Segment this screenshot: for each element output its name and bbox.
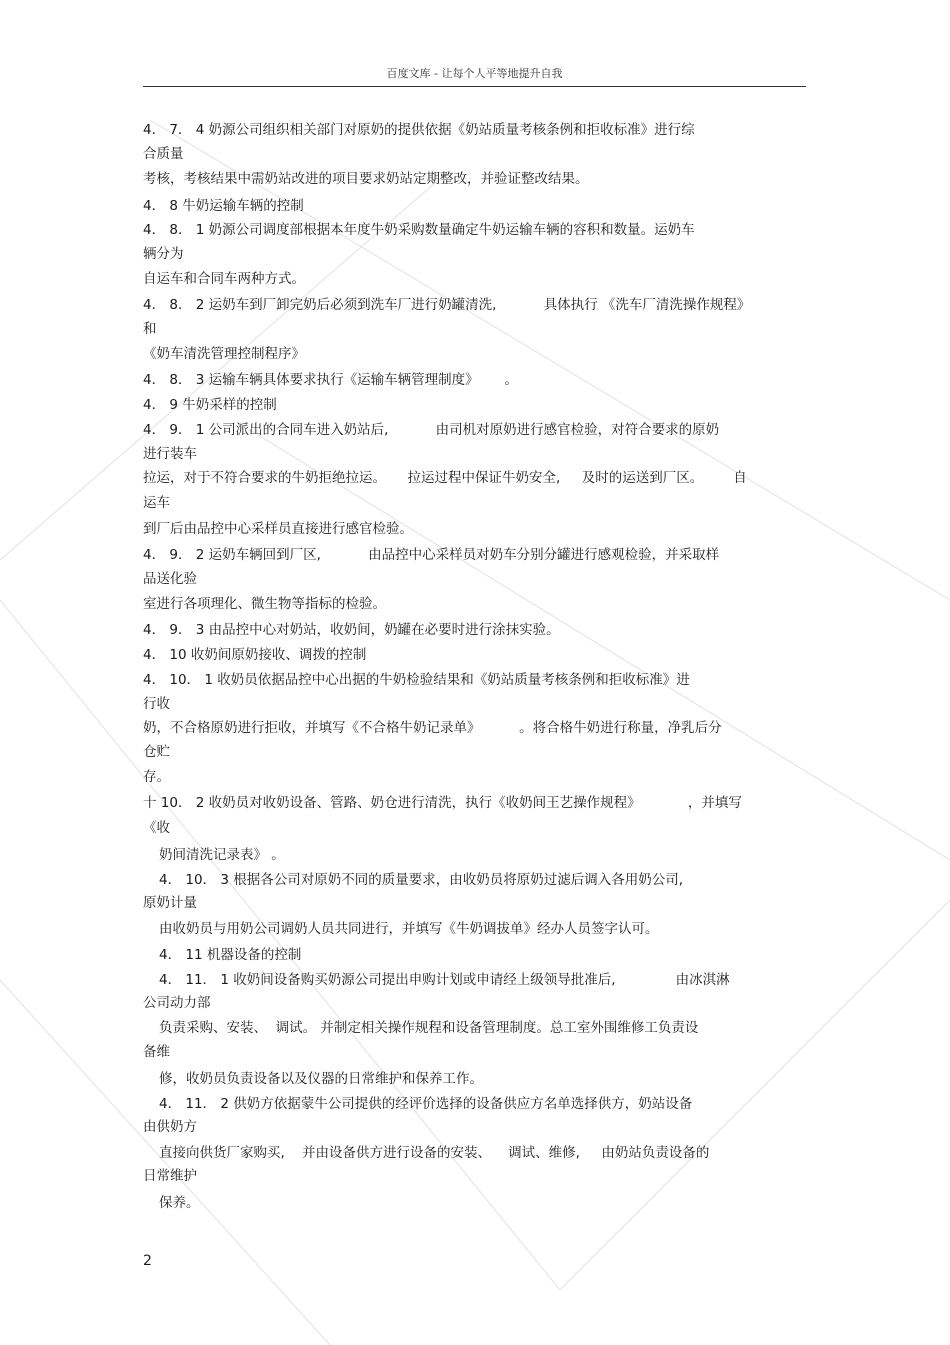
text-line: 4． 8 牛奶运输车辆的控制: [143, 198, 304, 214]
text-line: 4． 8． 2 运奶车到厂卸完奶后必须到洗车厂进行奶罐清洗, 具体执行 《洗车厂清洗操作规程》: [143, 297, 751, 313]
text-line: 《收: [143, 820, 170, 836]
text-line: 辆分为: [143, 246, 184, 262]
text-line: 行收: [143, 696, 170, 712]
page-header: [143, 66, 806, 87]
text-line: 运车: [143, 495, 170, 511]
text-line: 仓贮: [143, 744, 170, 760]
text-line: 负责采购、安装、 调试。 并制定相关操作规程和设备管理制度。总工室外围维修工负责设: [159, 1020, 699, 1036]
text-line: 4． 8． 1 奶源公司调度部根据本年度牛奶采购数量确定牛奶运输车辆的容积和数量。运奶车: [143, 222, 695, 238]
text-line: 修，收奶员负责设备以及仪器的日常维护和保养工作。: [159, 1071, 483, 1087]
text-line: 4． 9． 2 运奶车辆回到厂区, 由品控中心采样员对奶车分别分罐进行感观检验，并采取样: [143, 547, 720, 563]
text-line: 日常维护: [143, 1168, 197, 1184]
text-line: 奶，不合格原奶进行拒收，并填写《不合格牛奶记录单》 。将合格牛奶进行称量，净乳后分: [143, 720, 722, 736]
text-line: 备维: [143, 1044, 170, 1060]
text-line: 4． 8． 3 运输车辆具体要求执行《运输车辆管理制度》 。: [143, 372, 518, 388]
text-line: 存。: [143, 769, 170, 785]
text-line: 考核，考核结果中需奶站改进的项目要求奶站定期整改，并验证整改结果。: [143, 171, 589, 187]
text-line: 合质量: [143, 146, 184, 162]
text-line: 奶间清洗记录表》 。: [159, 847, 285, 863]
text-line: 室进行各项理化、微生物等指标的检验。: [143, 596, 386, 612]
text-line: 到厂后由品控中心采样员直接进行感官检验。: [143, 521, 413, 537]
text-line: 《奶车清洗管理控制程序》: [143, 346, 305, 362]
page-number: 2: [143, 1253, 152, 1269]
text-line: 和: [143, 321, 157, 337]
text-line: 保养。: [159, 1195, 200, 1211]
text-line: 公司动力部: [143, 995, 211, 1011]
text-line: 4． 9． 3 由品控中心对奶站，收奶间，奶罐在必要时进行涂抹实验。: [143, 622, 560, 638]
header-text: 百度文库 - 让每个人平等地提升自我: [386, 67, 563, 80]
text-line: 4． 11 机器设备的控制: [159, 947, 302, 963]
text-line: 拉运，对于不符合要求的牛奶拒绝拉运。 拉运过程中保证牛奶安全, 及时的运送到厂区。 自: [143, 470, 747, 486]
text-line: 品送化验: [143, 571, 197, 587]
text-line: 原奶计量: [143, 895, 197, 911]
text-line: 4． 10． 3 根据各公司对原奶不同的质量要求，由收奶员将原奶过滤后调入各用奶公司,: [159, 872, 684, 888]
text-line: 由收奶员与用奶公司调奶人员共同进行，并填写《牛奶调拔单》经办人员签字认可。: [159, 921, 659, 937]
text-line: 4． 9． 1 公司派出的合同车进入奶站后, 由司机对原奶进行感官检验，对符合要求的原奶: [143, 422, 720, 438]
text-line: 4． 7． 4 奶源公司组织相关部门对原奶的提供依据《奶站质量考核条例和拒收标准》进行综: [143, 122, 695, 138]
text-line: 直接向供货厂家购买, 并由设备供方进行设备的安装、 调试、维修, 由奶站负责设备的: [159, 1145, 710, 1161]
text-line: 由供奶方: [143, 1119, 197, 1135]
text-line: 4． 11． 1 收奶间设备购买奶源公司提出申购计划或申请经上级领导批准后, 由冰淇淋: [159, 972, 730, 988]
text-line: 4． 10． 1 收奶员依据品控中心出据的牛奶检验结果和《奶站质量考核条例和拒收标准》进: [143, 672, 690, 688]
text-line: 4． 10 收奶间原奶接收、调拨的控制: [143, 647, 367, 663]
text-line: 十 10． 2 收奶员对收奶设备、管路、奶仓进行清洗，执行《收奶间王艺操作规程》 ，并填写: [143, 795, 742, 811]
text-line: 4． 11． 2 供奶方依据蒙牛公司提供的经评价选择的设备供应方名单选择供方，奶站设备: [159, 1096, 693, 1112]
text-line: 自运车和合同车两种方式。: [143, 271, 305, 287]
text-line: 4． 9 牛奶采样的控制: [143, 397, 277, 413]
text-line: 进行装车: [143, 446, 197, 462]
